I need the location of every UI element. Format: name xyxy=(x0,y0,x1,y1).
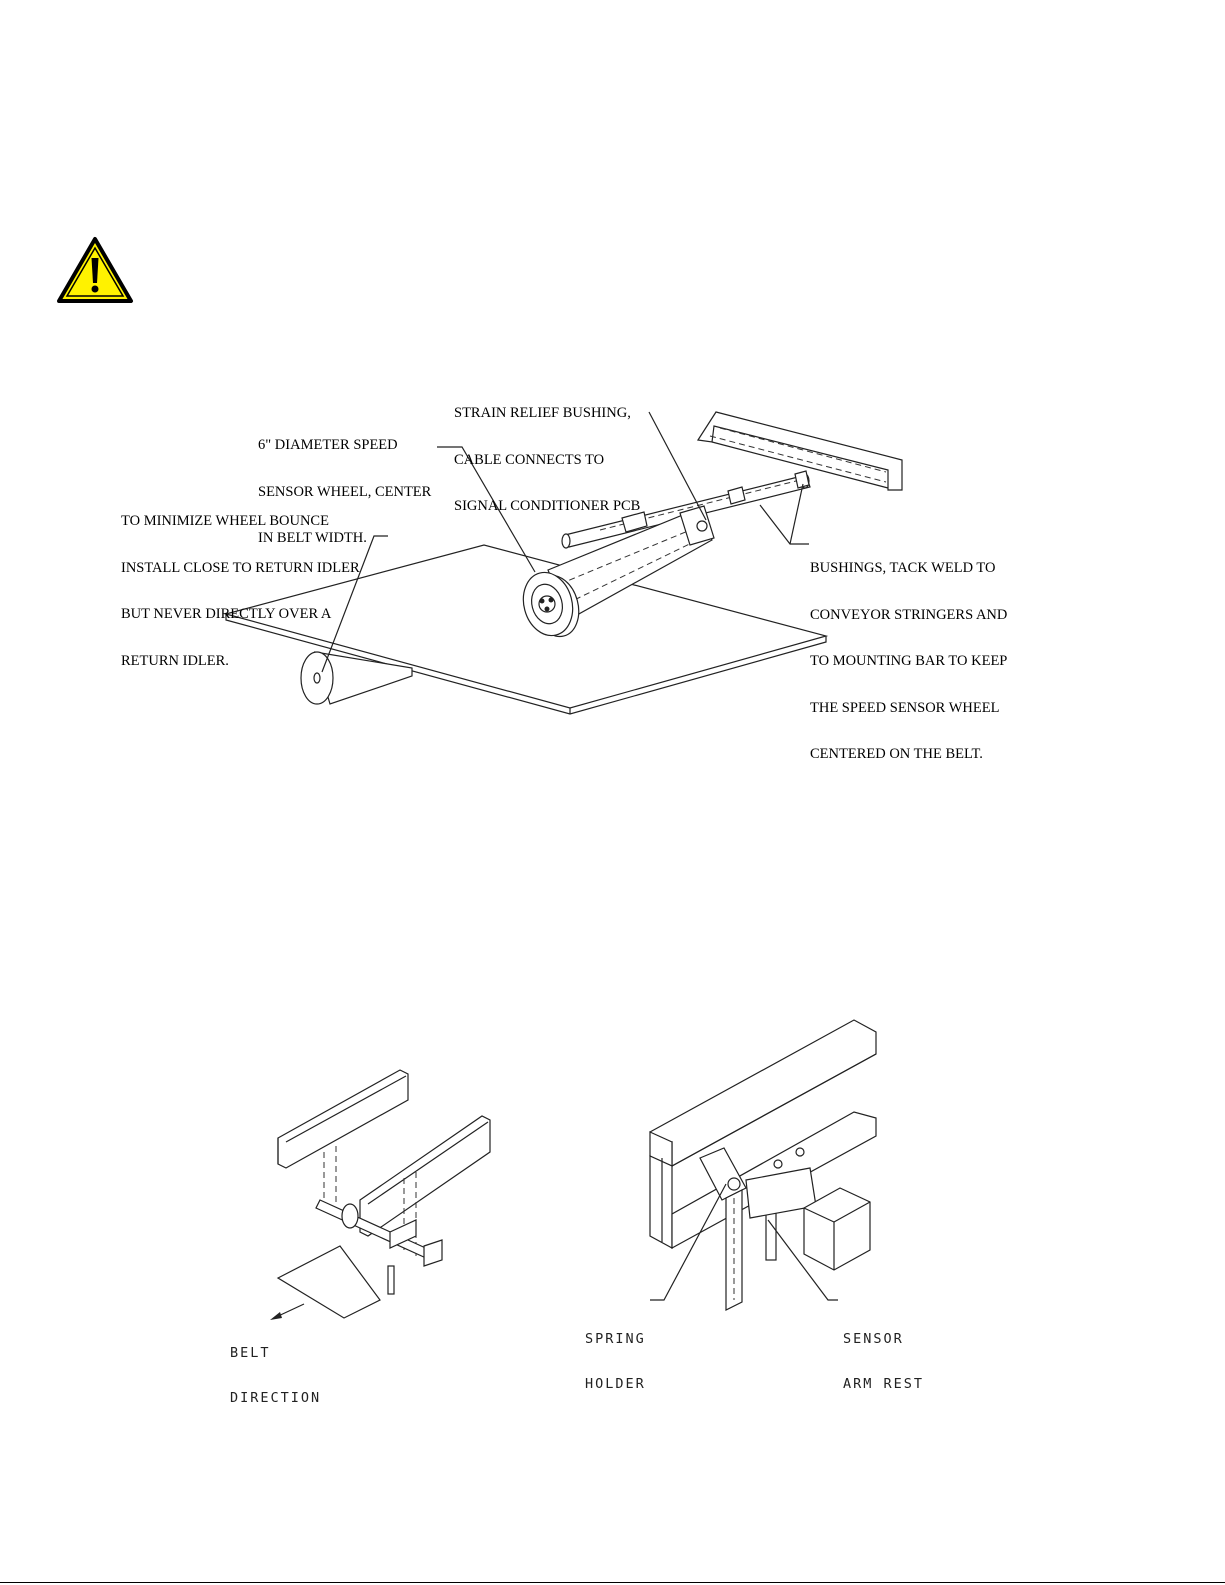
label-line: DIRECTION xyxy=(230,1390,322,1406)
callout-line: BUSHINGS, TACK WELD TO xyxy=(810,560,996,576)
label-sensor-arm-rest xyxy=(843,1302,924,1407)
page-bottom-rule xyxy=(0,1582,1225,1583)
label-line: ARM REST xyxy=(843,1376,925,1392)
callout-strain-relief-bushing xyxy=(454,375,640,530)
exploded-mounting-drawing xyxy=(220,1060,520,1360)
callout-line: CABLE CONNECTS TO xyxy=(454,451,605,468)
callout-wheel-bounce xyxy=(121,483,360,685)
label-line: SPRING xyxy=(585,1331,646,1347)
callout-line: CENTERED ON THE BELT. xyxy=(810,746,983,762)
callout-line: STRAIN RELIEF BUSHING, xyxy=(454,405,631,421)
callout-line: BUT NEVER DIRECTLY OVER A xyxy=(121,606,332,622)
label-belt-direction xyxy=(230,1316,321,1421)
label-line: HOLDER xyxy=(585,1376,646,1392)
label-line: SENSOR xyxy=(843,1331,904,1347)
callout-line: INSTALL CLOSE TO RETURN IDLER xyxy=(121,559,360,576)
callout-line: THE SPEED SENSOR WHEEL xyxy=(810,699,1000,716)
label-line: BELT xyxy=(230,1345,271,1361)
callout-line: RETURN IDLER. xyxy=(121,652,229,669)
callout-line: SIGNAL CONDITIONER PCB xyxy=(454,498,641,514)
figure3-leader-lines xyxy=(640,1180,870,1310)
callout-line: TO MOUNTING BAR TO KEEP xyxy=(810,653,1008,669)
callout-line: TO MINIMIZE WHEEL BOUNCE xyxy=(121,513,329,529)
callout-line: IN BELT WIDTH. xyxy=(258,530,367,546)
callout-line: SENSOR WHEEL, CENTER xyxy=(258,483,432,500)
callout-line: 6" DIAMETER SPEED xyxy=(258,437,398,453)
callout-bushings xyxy=(810,530,1007,778)
callout-line: CONVEYOR STRINGERS AND xyxy=(810,606,1008,623)
label-spring-holder xyxy=(585,1302,646,1407)
